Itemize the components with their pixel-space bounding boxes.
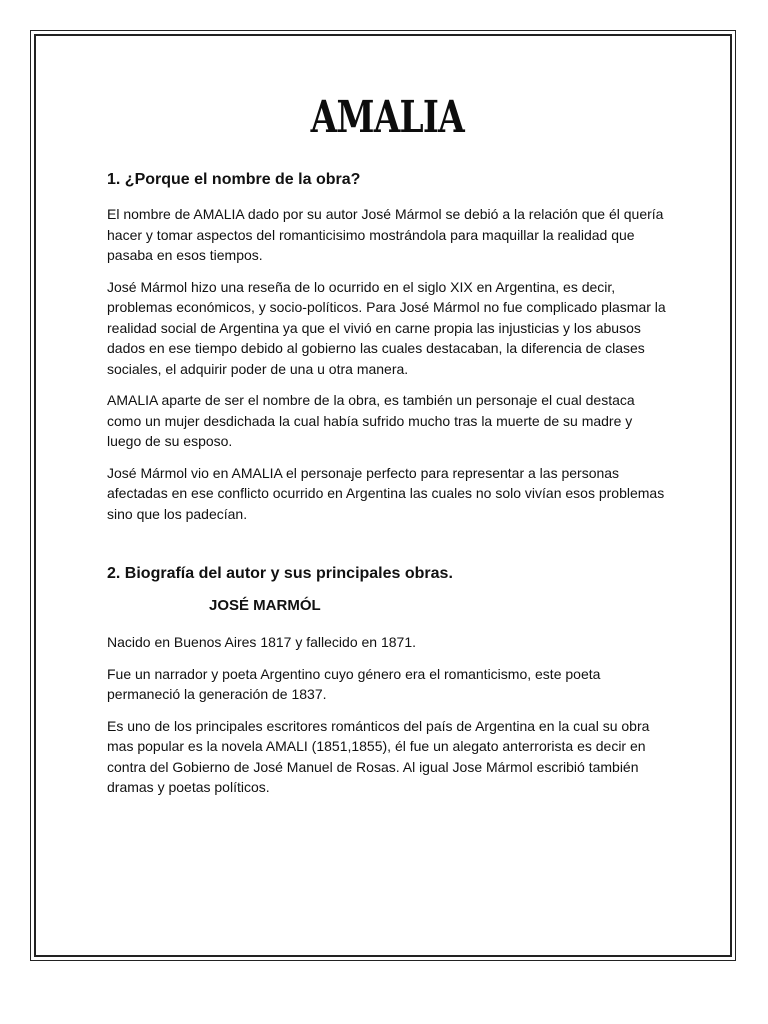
- author-name: JOSÉ MARMÓL: [209, 597, 321, 614]
- section-2-paragraph: Es uno de los principales escritores románticos del país de Argentina en la cual su obra mas popular es la novela AMALI (1851,1855), él fue un alegato anterrorista es decir en contra del Gobierno de José Manuel de Rosas. Al igual Jose Mármol escribió también dramas y poetas políticos.: [107, 717, 650, 795]
- section-1-paragraph: José Mármol hizo una reseña de lo ocurrido en el siglo XIX en Argentina, es decir, problemas económicos, y socio-políticos. Para José Mármol no fue complicado plasmar la realidad social de Argentina ya que el vivió en carne propia las injusticias y los abusos dados en ese tiempo debido al gobierno las cuales destacaban, la diferencia de clases sociales, el adquirir poder de una u otra manera.: [107, 278, 666, 377]
- section-1-paragraph: AMALIA aparte de ser el nombre de la obra, es también un personaje el cual destaca como un mujer desdichada la cual había sufrido mucho tras la muerte de su madre y luego de su esposo.: [107, 392, 635, 449]
- document-body: [107, 88, 667, 809]
- title-block: [107, 88, 667, 148]
- section-2-heading: 2. Biografía del autor y sus principales obras.: [107, 565, 453, 582]
- section-1-paragraph: José Mármol vio en AMALIA el personaje perfecto para representar a las personas afectadas en ese conflicto ocurrido en Argentina las cuales no solo vivían esos problemas sino que los padecían.: [107, 464, 665, 522]
- section-2-paragraph: Nacido en Buenos Aires 1817 y fallecido en 1871.: [107, 634, 416, 650]
- document-title: AMALIA: [310, 92, 464, 143]
- section-2-paragraph: Fue un narrador y poeta Argentino cuyo género era el romanticismo, este poeta permaneció la generación de 1837.: [107, 665, 601, 702]
- section-1-heading: 1. ¿Porque el nombre de la obra?: [107, 171, 361, 188]
- section-1-paragraph: El nombre de AMALIA dado por su autor José Mármol se debió a la relación que él quería hacer y tomar aspectos del romanticisimo mostrándola para maquillar la realidad que pasaba en esos tiempos.: [107, 206, 664, 263]
